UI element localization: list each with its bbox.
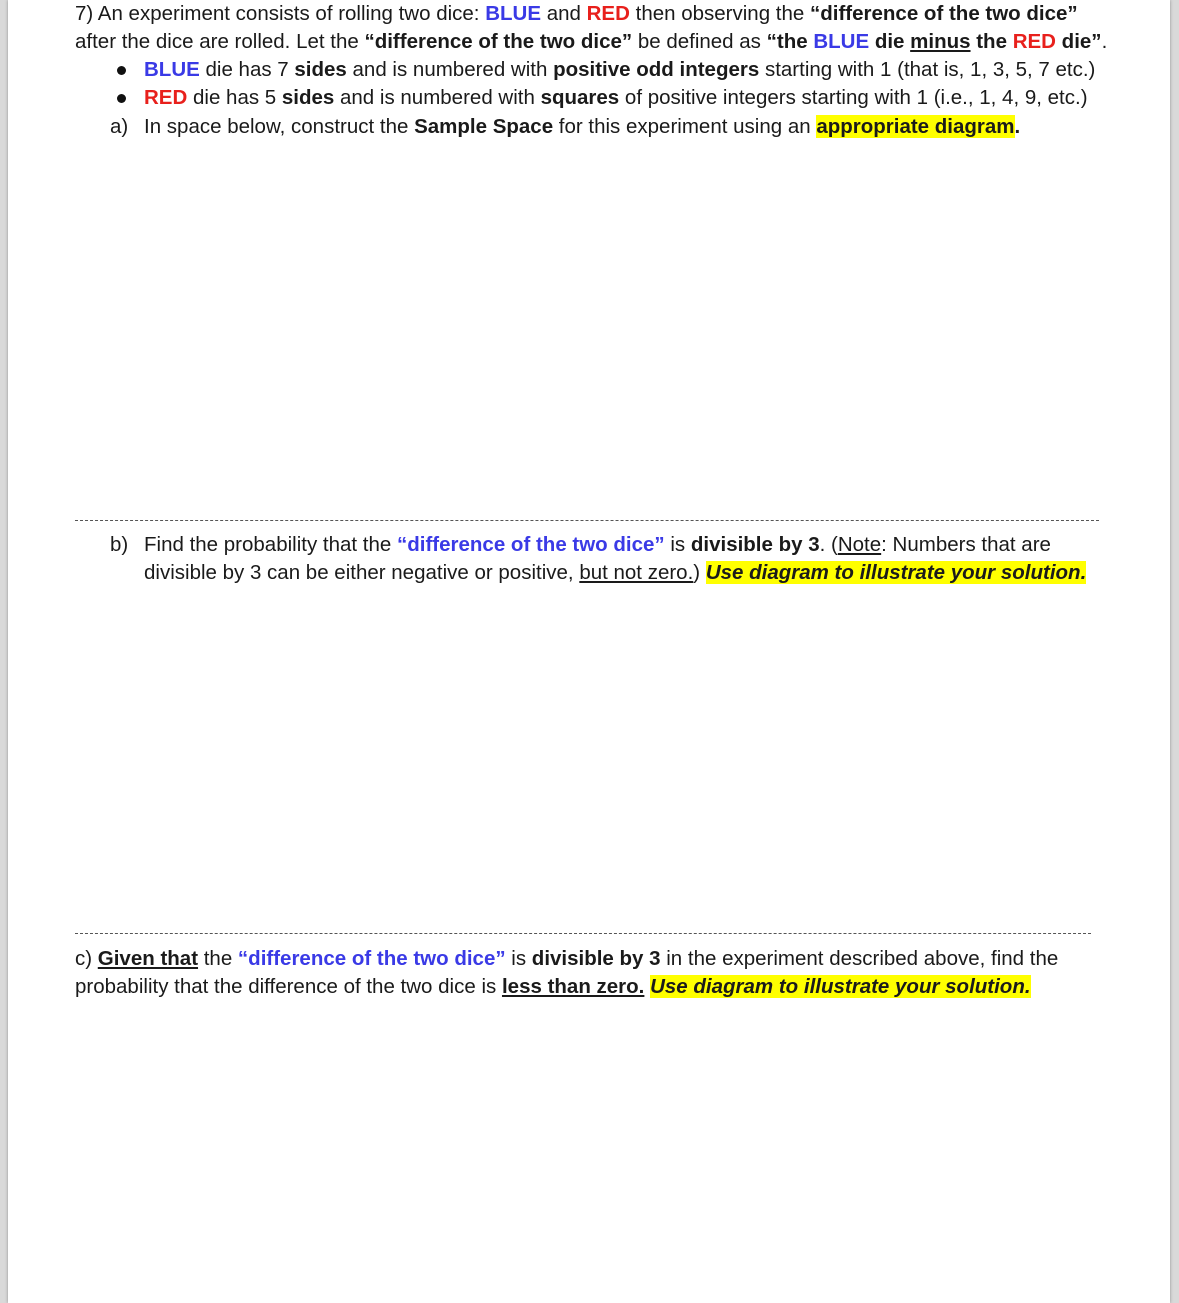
section-divider xyxy=(75,933,1091,934)
highlighted-instruction: Use diagram to illustrate your solution. xyxy=(650,975,1031,998)
text: . ( xyxy=(819,533,838,556)
text: die has 5 xyxy=(187,86,282,109)
bold-phrase: squares xyxy=(540,86,620,109)
bullet-icon xyxy=(117,94,126,103)
bold-phrase: divisible by 3 xyxy=(531,947,661,970)
text: then observing the xyxy=(629,2,810,25)
blue-word: BLUE xyxy=(144,58,200,81)
text: : Numbers that are xyxy=(881,533,1051,556)
part-a-label: a) xyxy=(110,115,129,138)
text: 7) An experiment consists of rolling two dice: xyxy=(75,2,486,25)
text: the xyxy=(198,947,238,970)
part-b-line-1 xyxy=(144,531,1051,559)
text: be defined as xyxy=(632,30,767,53)
part-c-line-1 xyxy=(75,945,1058,973)
text: die has 7 xyxy=(199,58,295,81)
given-that-phrase: Given that xyxy=(97,947,199,970)
bold-phrase: the xyxy=(970,30,1013,53)
question-7-line-2 xyxy=(75,28,1107,56)
text: . xyxy=(1101,30,1108,53)
blue-word: BLUE xyxy=(485,2,542,25)
bullet-red-die xyxy=(144,84,1088,112)
bold-phrase: “difference of the two dice” xyxy=(810,2,1078,25)
minus-word: minus xyxy=(910,30,971,53)
underlined-phrase: but not zero. xyxy=(579,561,694,584)
text: . xyxy=(1080,561,1087,584)
section-divider xyxy=(75,520,1099,521)
part-b-line-2 xyxy=(144,559,1086,587)
text: is xyxy=(505,947,532,970)
part-c-line-2 xyxy=(75,973,1031,1001)
text: divisible by 3 can be either negative or positive, xyxy=(144,561,580,584)
bold-phrase: Sample Space xyxy=(414,115,554,138)
highlighted-instruction: Use diagram to illustrate your solution xyxy=(705,561,1081,584)
blue-phrase: “difference of the two dice” xyxy=(237,947,506,970)
text: is xyxy=(664,533,691,556)
text: of positive integers starting with 1 (i.e., 1, 4, 9, etc.) xyxy=(619,86,1088,109)
underlined-phrase: less than zero. xyxy=(501,975,645,998)
bullet-icon xyxy=(117,66,126,75)
text: . xyxy=(1014,115,1021,138)
text: and is numbered with xyxy=(346,58,554,81)
red-word: RED xyxy=(144,86,188,109)
text: Find the probability that the xyxy=(144,533,397,556)
part-a-text xyxy=(144,113,1020,141)
text: and is numbered with xyxy=(334,86,541,109)
text: and xyxy=(541,2,587,25)
text: for this experiment using an xyxy=(553,115,817,138)
bold-phrase: sides xyxy=(294,58,347,81)
text: starting with 1 (that is, 1, 3, 5, 7 etc.) xyxy=(759,58,1096,81)
part-b-label: b) xyxy=(110,533,129,556)
bold-phrase: “difference of the two dice” xyxy=(364,30,633,53)
text: In space below, construct the xyxy=(144,115,415,138)
note-word: Note xyxy=(837,533,882,556)
red-word: RED xyxy=(1012,30,1056,53)
part-c-label: c) xyxy=(75,947,98,970)
bold-phrase: positive odd integers xyxy=(553,58,760,81)
blue-phrase: “difference of the two dice” xyxy=(397,533,665,556)
highlighted-phrase: appropriate diagram xyxy=(816,115,1015,138)
text: probability that the difference of the two dice is xyxy=(75,975,502,998)
blue-word: BLUE xyxy=(813,30,870,53)
bold-phrase: die xyxy=(869,30,911,53)
text: ) xyxy=(693,561,701,584)
document-page xyxy=(8,0,1170,1303)
text: in the experiment described above, find the xyxy=(660,947,1059,970)
bold-phrase: sides xyxy=(281,86,335,109)
bullet-blue-die xyxy=(144,56,1095,84)
bold-phrase: die” xyxy=(1055,30,1102,53)
bold-phrase: divisible by 3 xyxy=(690,533,820,556)
bold-phrase: “the xyxy=(766,30,814,53)
text: after the dice are rolled. Let the xyxy=(75,30,365,53)
red-word: RED xyxy=(586,2,630,25)
question-7-line-1 xyxy=(75,0,1078,28)
